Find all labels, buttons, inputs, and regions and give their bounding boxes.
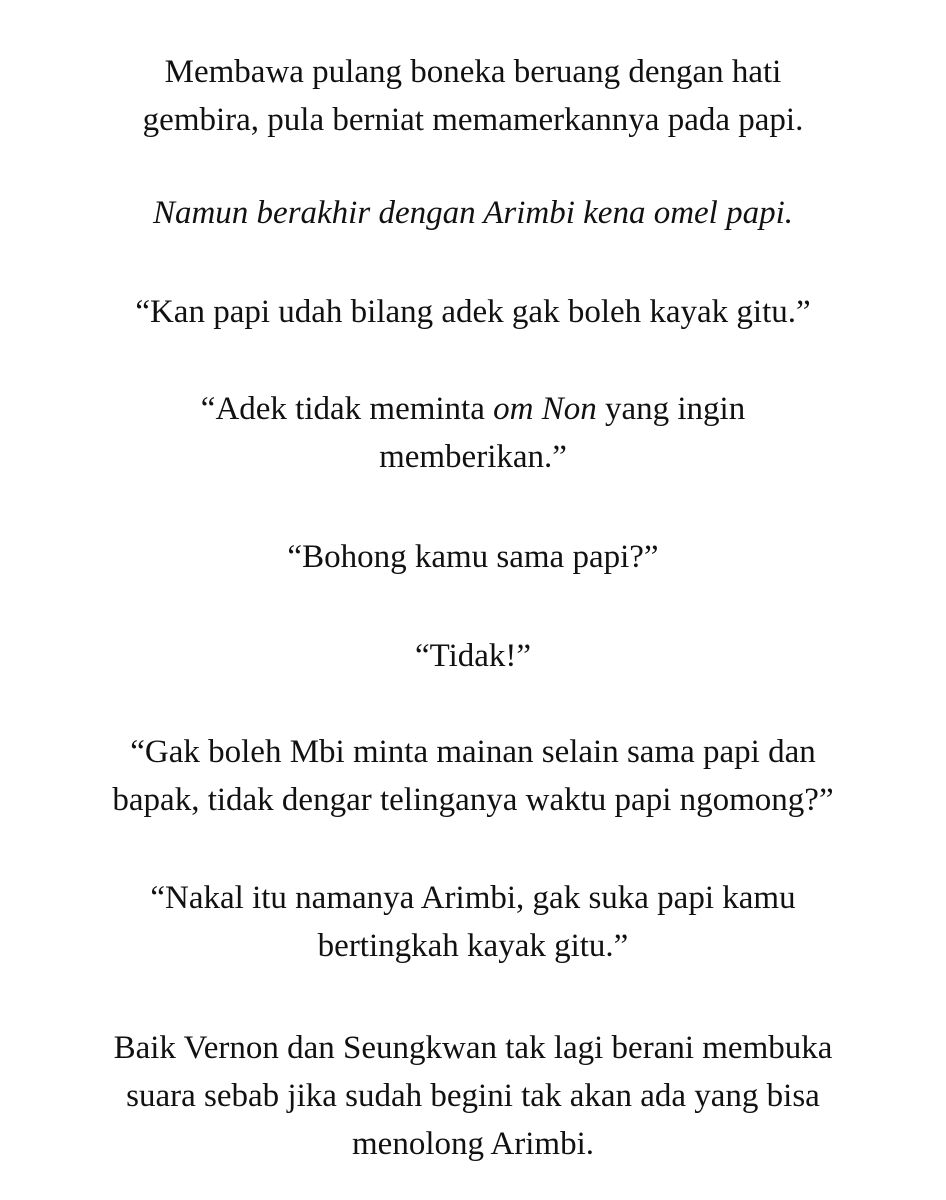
paragraph-dialogue-1 [0,288,946,336]
text-line: bertingkah kayak gitu.” [317,928,629,964]
paragraph-dialogue-4 [0,632,946,680]
paragraph-narration-2 [0,1024,946,1168]
paragraph-narration-italic [0,189,946,237]
text-segment: “Adek tidak meminta [200,391,494,427]
paragraph-dialogue-2 [0,385,946,481]
text-line: “Nakal itu namanya Arimbi, gak suka papi kamu [150,880,796,916]
text-line: “Gak boleh Mbi minta mainan selain sama papi dan [130,734,816,770]
paragraph-dialogue-3 [0,533,946,581]
text-line: Namun berakhir dengan Arimbi kena omel papi. [152,195,794,231]
text-line: bapak, tidak dengar telinganya waktu papi ngomong?” [112,782,834,818]
text-line: Baik Vernon dan Seungkwan tak lagi berani membuka [113,1030,833,1066]
paragraph-narration-1 [0,48,946,144]
text-line: memberikan.” [379,439,567,475]
text-segment: yang ingin [596,391,746,427]
text-line: gembira, pula berniat memamerkannya pada papi. [142,102,804,138]
text-line: “Kan papi udah bilang adek gak boleh kayak gitu.” [135,294,811,330]
text-line: menolong Arimbi. [352,1126,594,1162]
text-line: “Bohong kamu sama papi?” [287,539,659,575]
text-segment-italic: om Non [493,391,597,427]
paragraph-dialogue-6 [0,874,946,970]
text-line: suara sebab jika sudah begini tak akan ada yang bisa [126,1078,820,1114]
text-line: “Tidak!” [414,638,532,674]
text-line: Membawa pulang boneka beruang dengan hati [164,54,782,90]
text-line [0,385,946,433]
paragraph-dialogue-5 [0,728,946,824]
